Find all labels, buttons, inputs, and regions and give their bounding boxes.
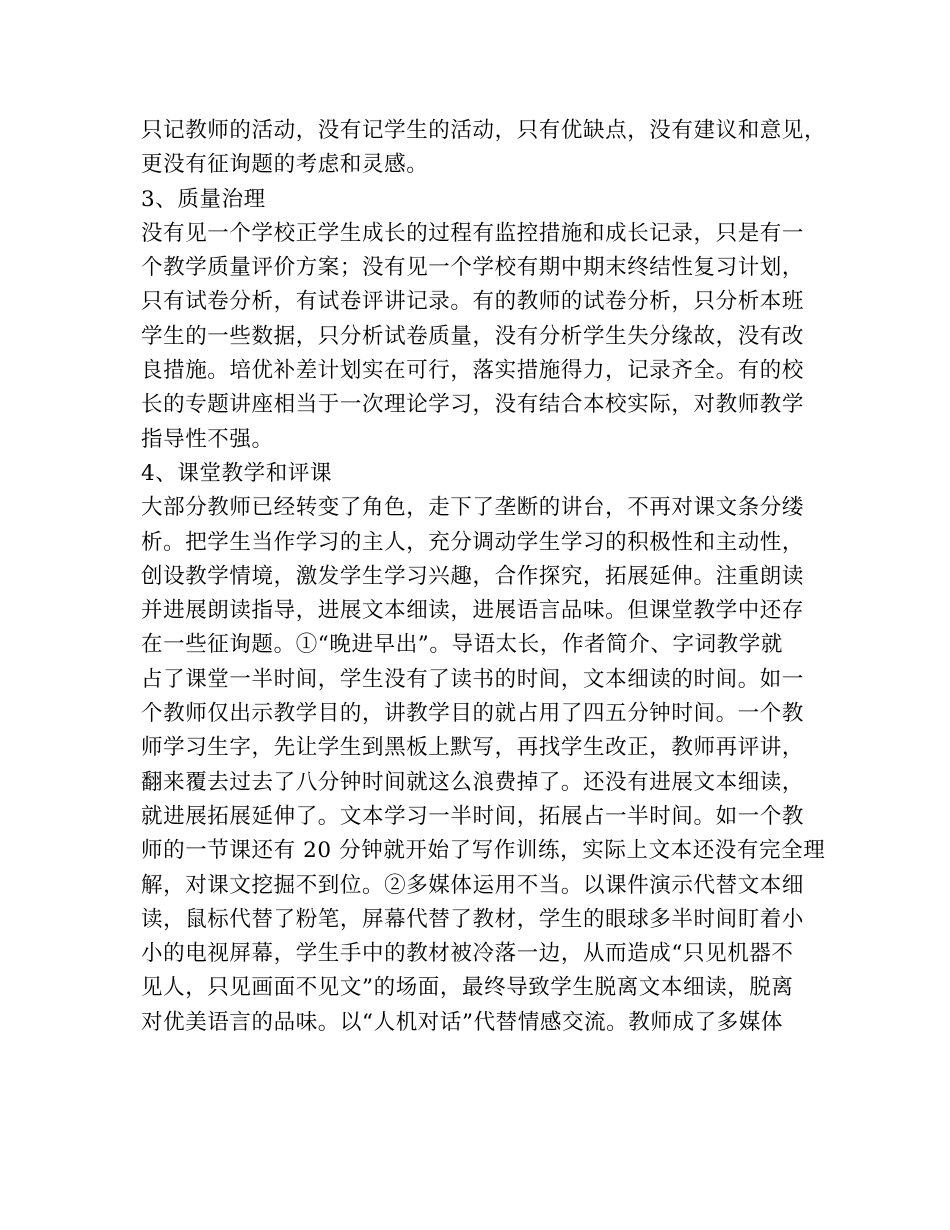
text-line: 师的一节课还有 20 分钟就开始了写作训练，实际上文本还没有完全理 [141, 838, 826, 864]
text-line: 占了课堂一半时间，学生没有了读书的时间，文本细读的时间。如一 [141, 666, 805, 692]
text-line: 小的电视屏幕，学生手中的教材被冷落一边，从而造成“只见机器不 [141, 941, 794, 967]
document-body [141, 114, 827, 1040]
text-line: 良措施。培优补差计划实在可行，落实措施得力，记录齐全。有的校 [141, 358, 805, 384]
text-line: 个教师仅出示教学目的，讲教学目的就占用了四五分钟时间。一个教 [141, 701, 805, 727]
text-line: 没有见一个学校正学生成长的过程有监控措施和成长记录，只是有一 [141, 220, 805, 246]
text-line: 更没有征询题的考虑和灵感。 [141, 152, 429, 178]
text-line: 创设教学情境，激发学生学习兴趣，合作探究，拓展延伸。注重朗读 [141, 563, 805, 589]
text-line: 在一些征询题。①“晚进早出”。导语太长，作者简介、字词教学就 [141, 632, 783, 658]
text-line: 见人，只见画面不见文”的场面，最终导致学生脱离文本细读，脱离 [141, 975, 794, 1001]
text-line: 就进展拓展延伸了。文本学习一半时间，拓展占一半时间。如一个教 [141, 803, 805, 829]
text-line: 个教学质量评价方案；没有见一个学校有期中期末终结性复习计划， [141, 255, 805, 281]
text-line: 指导性不强。 [141, 426, 274, 452]
section-heading: 4、课堂教学和评课 [141, 460, 333, 486]
text-line: 只有试卷分析，有试卷评讲记录。有的教师的试卷分析，只分析本班 [141, 289, 805, 315]
text-line: 师学习生字，先让学生到黑板上默写，再找学生改正，教师再评讲， [141, 735, 805, 761]
text-line: 析。把学生当作学习的主人，充分调动学生学习的积极性和主动性， [141, 529, 805, 555]
text-line: 大部分教师已经转变了角色，走下了垄断的讲台，不再对课文条分缕 [141, 495, 805, 521]
text-line: 翻来覆去过去了八分钟时间就这么浪费掉了。还没有进展文本细读， [141, 769, 805, 795]
text-line: 长的专题讲座相当于一次理论学习，没有结合本校实际，对教师教学 [141, 392, 805, 418]
text-line: 并进展朗读指导，进展文本细读，进展语言品味。但课堂教学中还存 [141, 598, 805, 624]
text-line: 读，鼠标代替了粉笔，屏幕代替了教材，学生的眼球多半时间盯着小 [141, 906, 805, 932]
text-line: 解，对课文挖掘不到位。②多媒体运用不当。以课件演示代替文本细 [141, 872, 805, 898]
text-line: 学生的一些数据，只分析试卷质量，没有分析学生失分缘故，没有改 [141, 323, 805, 349]
text-line: 只记教师的活动，没有记学生的活动，只有优缺点，没有建议和意见， [141, 118, 827, 143]
text-line: 对优美语言的品味。以“人机对话”代替情感交流。教师成了多媒体 [141, 1009, 783, 1035]
section-heading: 3、质量治理 [141, 186, 266, 212]
